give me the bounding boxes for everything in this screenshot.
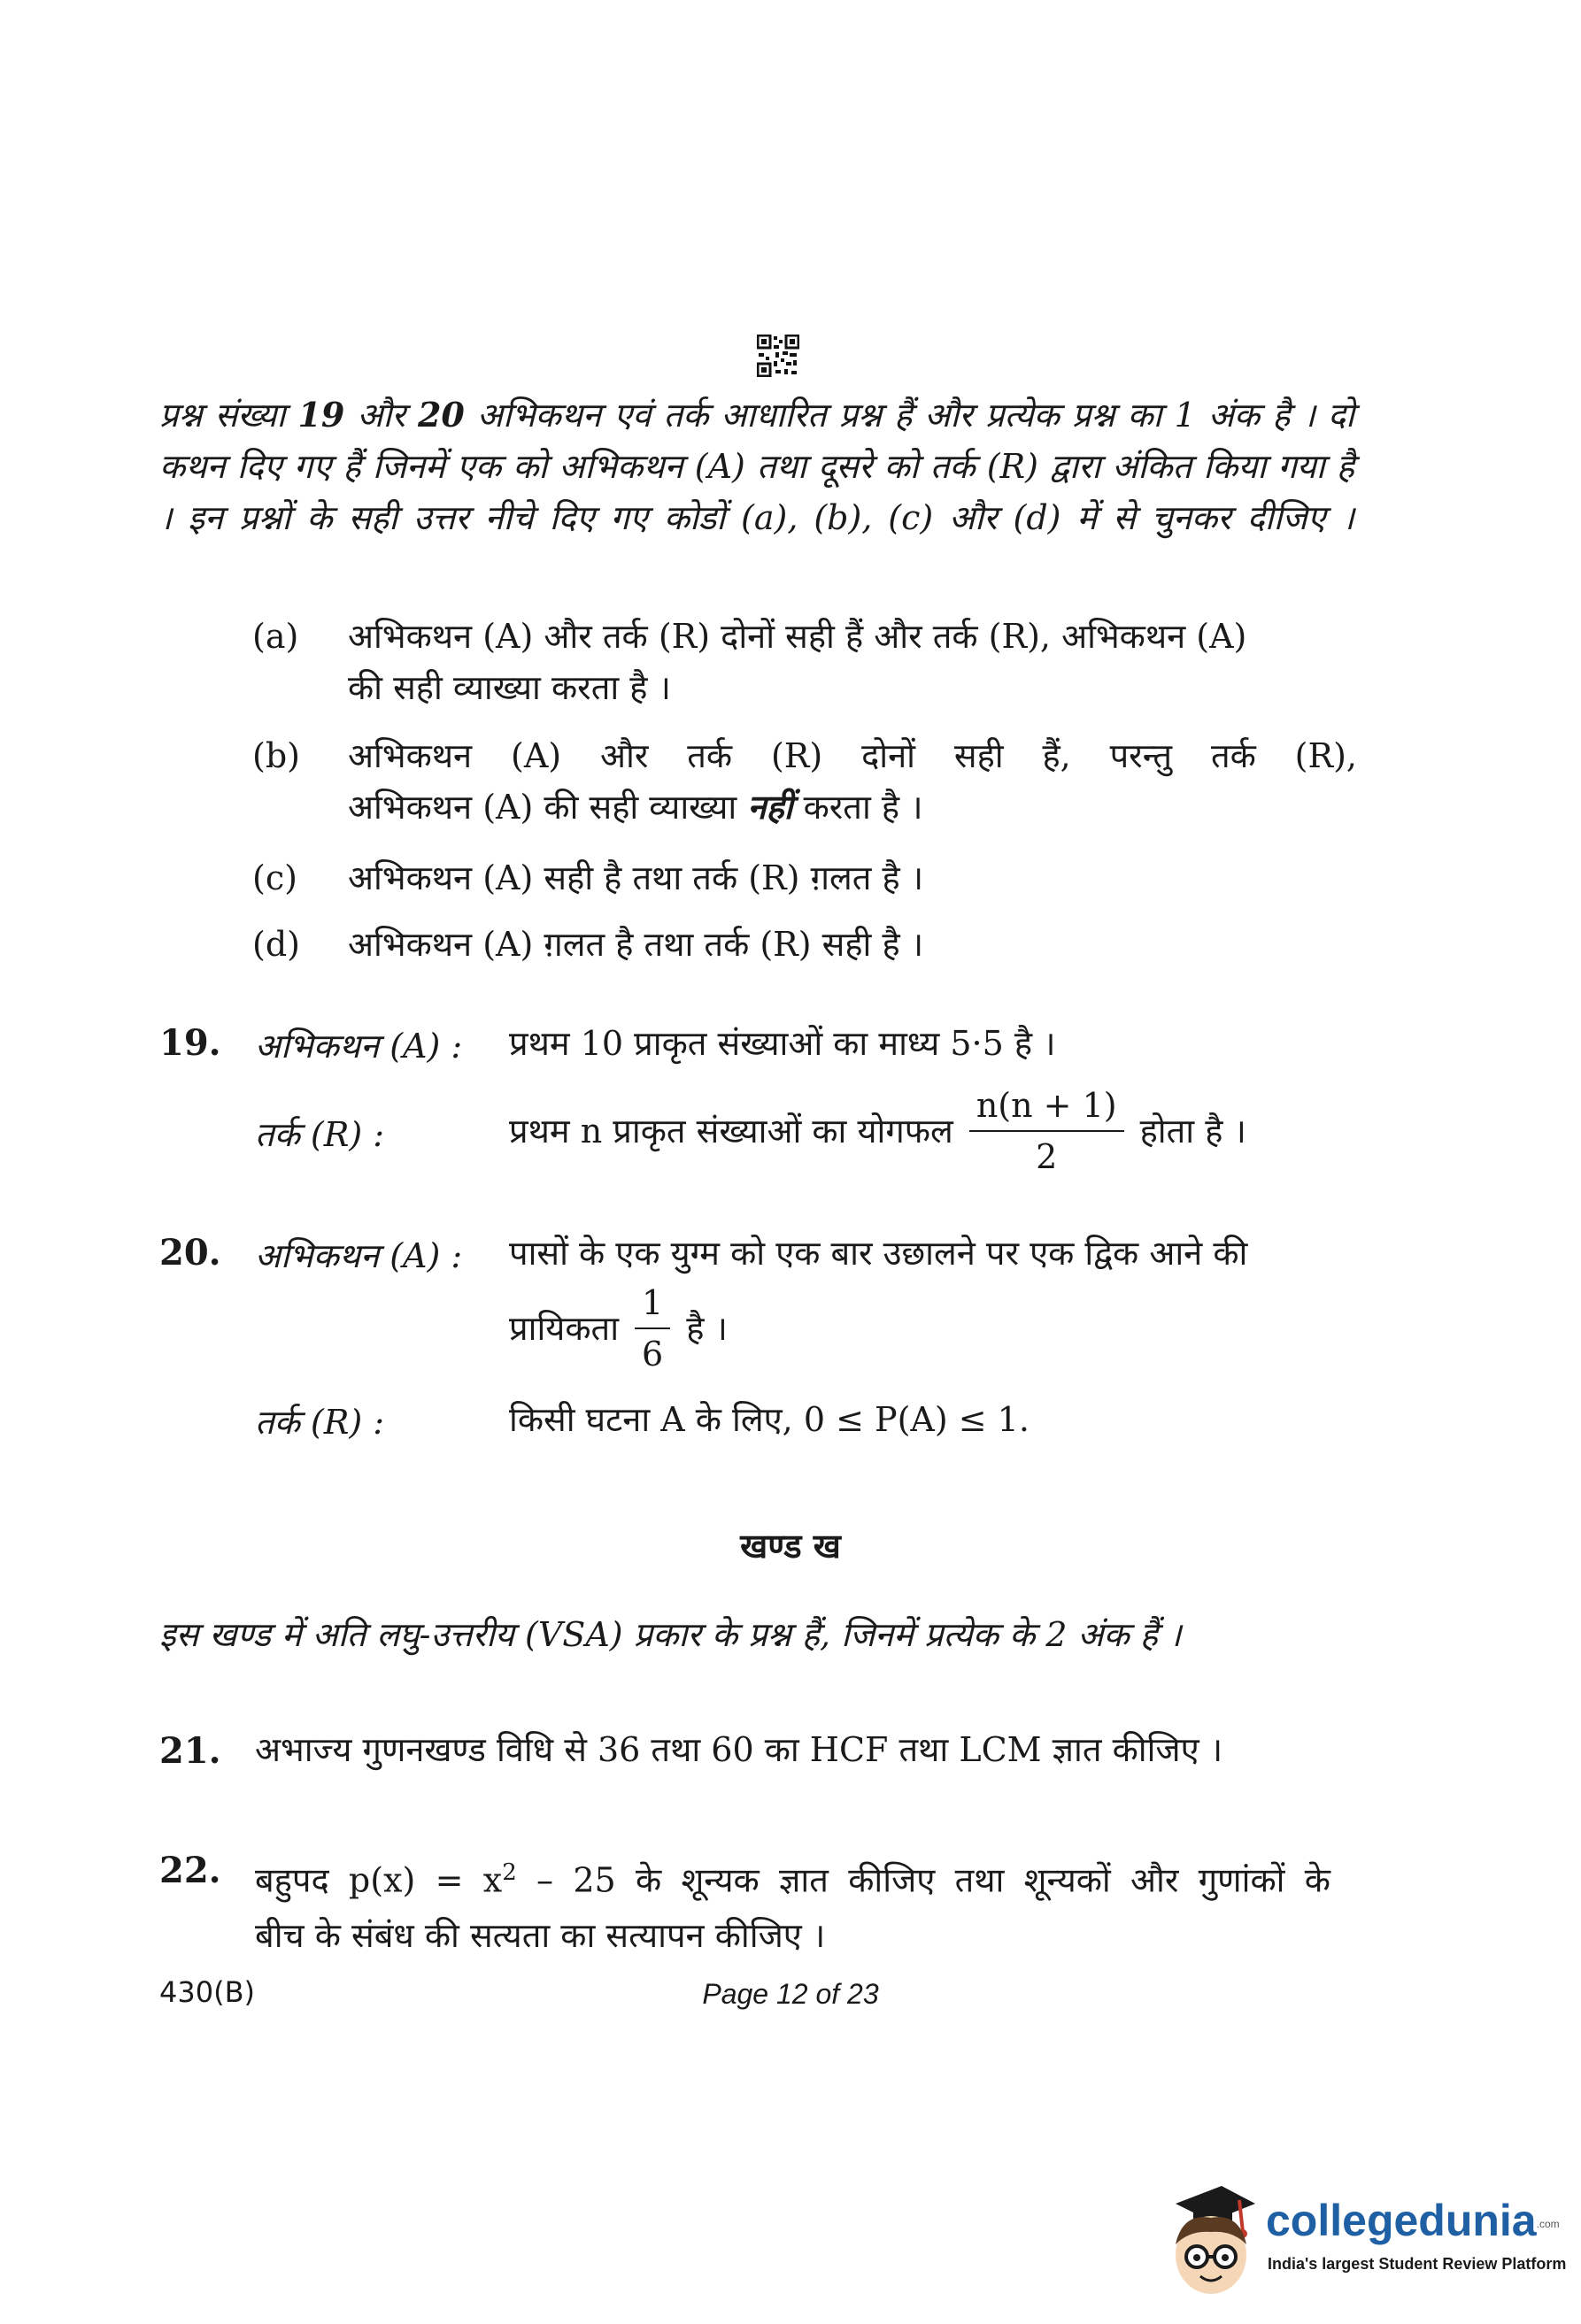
option-text: अभिकथन (A) और तर्क (R) दोनों सही हैं, परन्तु तर्क (R), [348,736,1357,775]
fraction: $\frac{1}{6}$ [635,1281,670,1375]
option-c [252,852,1359,904]
option-a [252,611,1359,713]
section-title: खण्ड ख [740,1526,841,1566]
instructions-paragraph: प्रश्न संख्या 19 और 20 अभिकथन एवं तर्क आधारित प्रश्न हैं और प्रत्येक प्रश्न का 1 अंक है । दो कथन दिए गए हैं जिनमें एक को अभिकथन (A) तथा दूसरे को तर्क (R) द्वारा अंकित किया गया है । इन प्रश्नों के सही उत्तर नीचे दिए गए कोडों (a), (b), (c) और (d) में से चुनकर दीजिए । [159,395,1354,537]
logo-tagline: India's largest Student Review Platform [1268,2255,1567,2273]
option-text: की सही व्याख्या करता है । [348,668,671,707]
assertion-tag: अभिकथन (A) : [255,1236,463,1275]
qr-code [757,335,799,377]
option-b [252,730,1359,833]
question-21-number: 21. [159,1730,221,1772]
section-instruction: इस खण्ड में अति लघु-उत्तरीय (VSA) प्रकार के प्रश्न हैं, जिनमें प्रत्येक के 2 अंक हैं । [159,1615,1182,1654]
question-20-assertion-line1: पासों के एक युग्म को एक बार उछालने पर एक द्विक आने की [509,1234,1248,1273]
paper-code: 430(B) [159,1975,255,2009]
page-number: Page 12 of 23 [702,1978,879,2010]
logo-name: collegedunia.com [1266,2196,1560,2245]
collegedunia-logo [1151,2168,1567,2301]
option-text: अभिकथन (A) ग़लत है तथा तर्क (R) सही है । [348,925,924,964]
reason-tag: तर्क (R) : [255,1115,385,1154]
option-text: अभिकथन (A) और तर्क (R) दोनों सही हैं और तर्क (R), अभिकथन (A) [348,617,1247,656]
question-20-assertion-line2: प्रायिकता $\frac{1}{6}$ है । [509,1283,728,1374]
option-label: (b) [252,736,300,775]
option-text: अभिकथन (A) सही है तथा तर्क (R) ग़लत है । [348,858,924,897]
question-19-assertion: प्रथम 10 प्राकृत संख्याओं का माध्य 5·5 है । [509,1024,1056,1063]
option-label: (c) [252,858,297,897]
reason-tag: तर्क (R) : [255,1403,385,1442]
question-22-text: बहुपद $p(x) = x^2 - 25$ के शून्यक ज्ञात कीजिए तथा शून्यकों और गुणांकों के बीच के संबंध की सत्यता का सत्यापन कीजिए । [255,1859,1330,1955]
question-21-text: अभाज्य गुणनखण्ड विधि से 36 तथा 60 का HCF तथा LCM ज्ञात कीजिए । [255,1730,1223,1769]
option-label: (d) [252,925,300,964]
question-22-number: 22. [159,1850,221,1891]
emphasis-not: नहीं [747,787,793,827]
question-20-number: 20. [159,1232,221,1274]
option-label: (a) [252,617,299,656]
question-19-number: 19. [159,1022,221,1064]
student-mascot-icon [1151,2168,1266,2301]
option-text: अभिकथन (A) की सही व्याख्या नहीं करता है । [348,787,923,827]
question-20-reason: किसी घटना A के लिए, 0 ≤ P(A) ≤ 1. [509,1400,1030,1439]
assertion-tag: अभिकथन (A) : [255,1027,463,1066]
fraction: $\frac{n(n + 1)}{2}$ [969,1084,1124,1178]
option-d [252,919,1359,970]
question-19-reason: प्रथम n प्राकृत संख्याओं का योगफल $\frac{n(n + 1)}{2}$ होता है । [509,1086,1246,1176]
